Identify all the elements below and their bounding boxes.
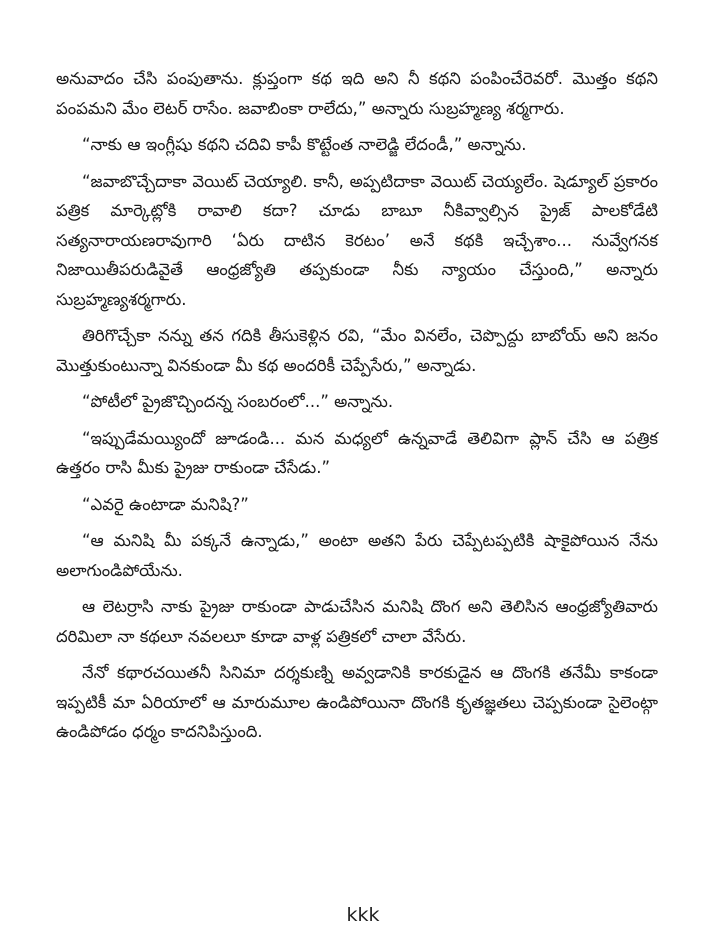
paragraph: “ఆ మనిషి మీ పక్కనే ఉన్నాడు,” అంటా అతని పేరు చెప్పేటప్పటికి షాకైపోయిన నేను అలాగుండిపోయేను.: [56, 531, 658, 580]
page-body: [56, 64, 658, 754]
paragraph: ఆ లెటర్రాసి నాకు ప్రైజు రాకుండా పాడుచేసిన మనిషి దొంగ అని తెలిసిన ఆంధ్రజ్యోతివారు దరిమిలా నా కథలూ నవలలూ కూడా వాళ్ల పత్రికలో చాలా వేసేరు.: [56, 597, 658, 646]
paragraph: “పోటీలో ప్రైజొచ్చిందన్న సంబరంలో...” అన్నాను.: [82, 392, 394, 411]
paragraph: తిరిగొచ్చేకా నన్ను తన గదికి తీసుకెళ్లిన రవి, “మేం వినలేం, చెప్పొద్దు బాబోయ్ అని జనం మొత్తుకుంటున్నా వినకుండా మీ కథ అందరికీ చెప్పేసేరు,” అన్నాడు.: [56, 326, 658, 375]
page-footer: kkk: [346, 904, 380, 926]
paragraph: నేనో కథారచయితనీ సినిమా దర్శకుణ్ని అవ్వడానికి కారకుడైన ఆ దొంగకి తనేమీ కాకండా ఇప్పటికీ మా ఏరియాలో ఆ మారుమూల ఉండిపోయినా దొంగకి కృతజ్ఞతలు చెప్పకుండా సైలెంట్గా ఉండిపోడం ధర్మం కాదనిపిస్తుంది.: [56, 663, 658, 741]
paragraph: “ఇప్పుడేమయ్యిందో జూడండి... మన మధ్యలో ఉన్నవాడే తెలివిగా ప్లాన్ చేసి ఆ పత్రిక ఉత్తరం రాసి మీకు ప్రైజు రాకుండా చేసేడు.”: [56, 428, 658, 477]
paragraph: అనువాదం చేసి పంపుతాను. క్లుప్తంగా కథ ఇది అని నీ కథని పంపించేరెవరో. మొత్తం కథని పంపమని మేం లెటర్ రాసేం. జవాబింకా రాలేదు,” అన్నారు సుబ్రహ్మణ్య శర్మగారు.: [56, 69, 658, 118]
paragraph: “జవాబొచ్చేదాకా వెయిట్ చెయ్యాలి. కానీ, అప్పటిదాకా వెయిట్ చెయ్యలేం. షెడ్యూల్ ప్రకారం పత్రిక మార్కెట్లోకి రావాలి కదా? చూడు బాబూ నీకివ్వాల్సిన ప్రైజ్ పాలకోడేటి సత్యనారాయణరావుగారి ‘ఏరు దాటిన కెరటం’ అనే కథకి ఇచ్చేశాం... నువ్వేగనక నిజాయితీపరుడివైతే ఆంధ్రజ్యోతి తప్పకుండా నీకు న్యాయం చేస్తుంది,” అన్నారు సుబ్రహ్మణ్యశర్మగారు.: [56, 171, 658, 309]
paragraph: “నాకు ఆ ఇంగ్లీషు కథని చదివి కాపీ కొట్టేంత నాలెడ్జి లేదండీ,” అన్నాను.: [82, 135, 527, 154]
paragraph: “ఎవరై ఉంటాడా మనిషి?”: [82, 494, 249, 514]
